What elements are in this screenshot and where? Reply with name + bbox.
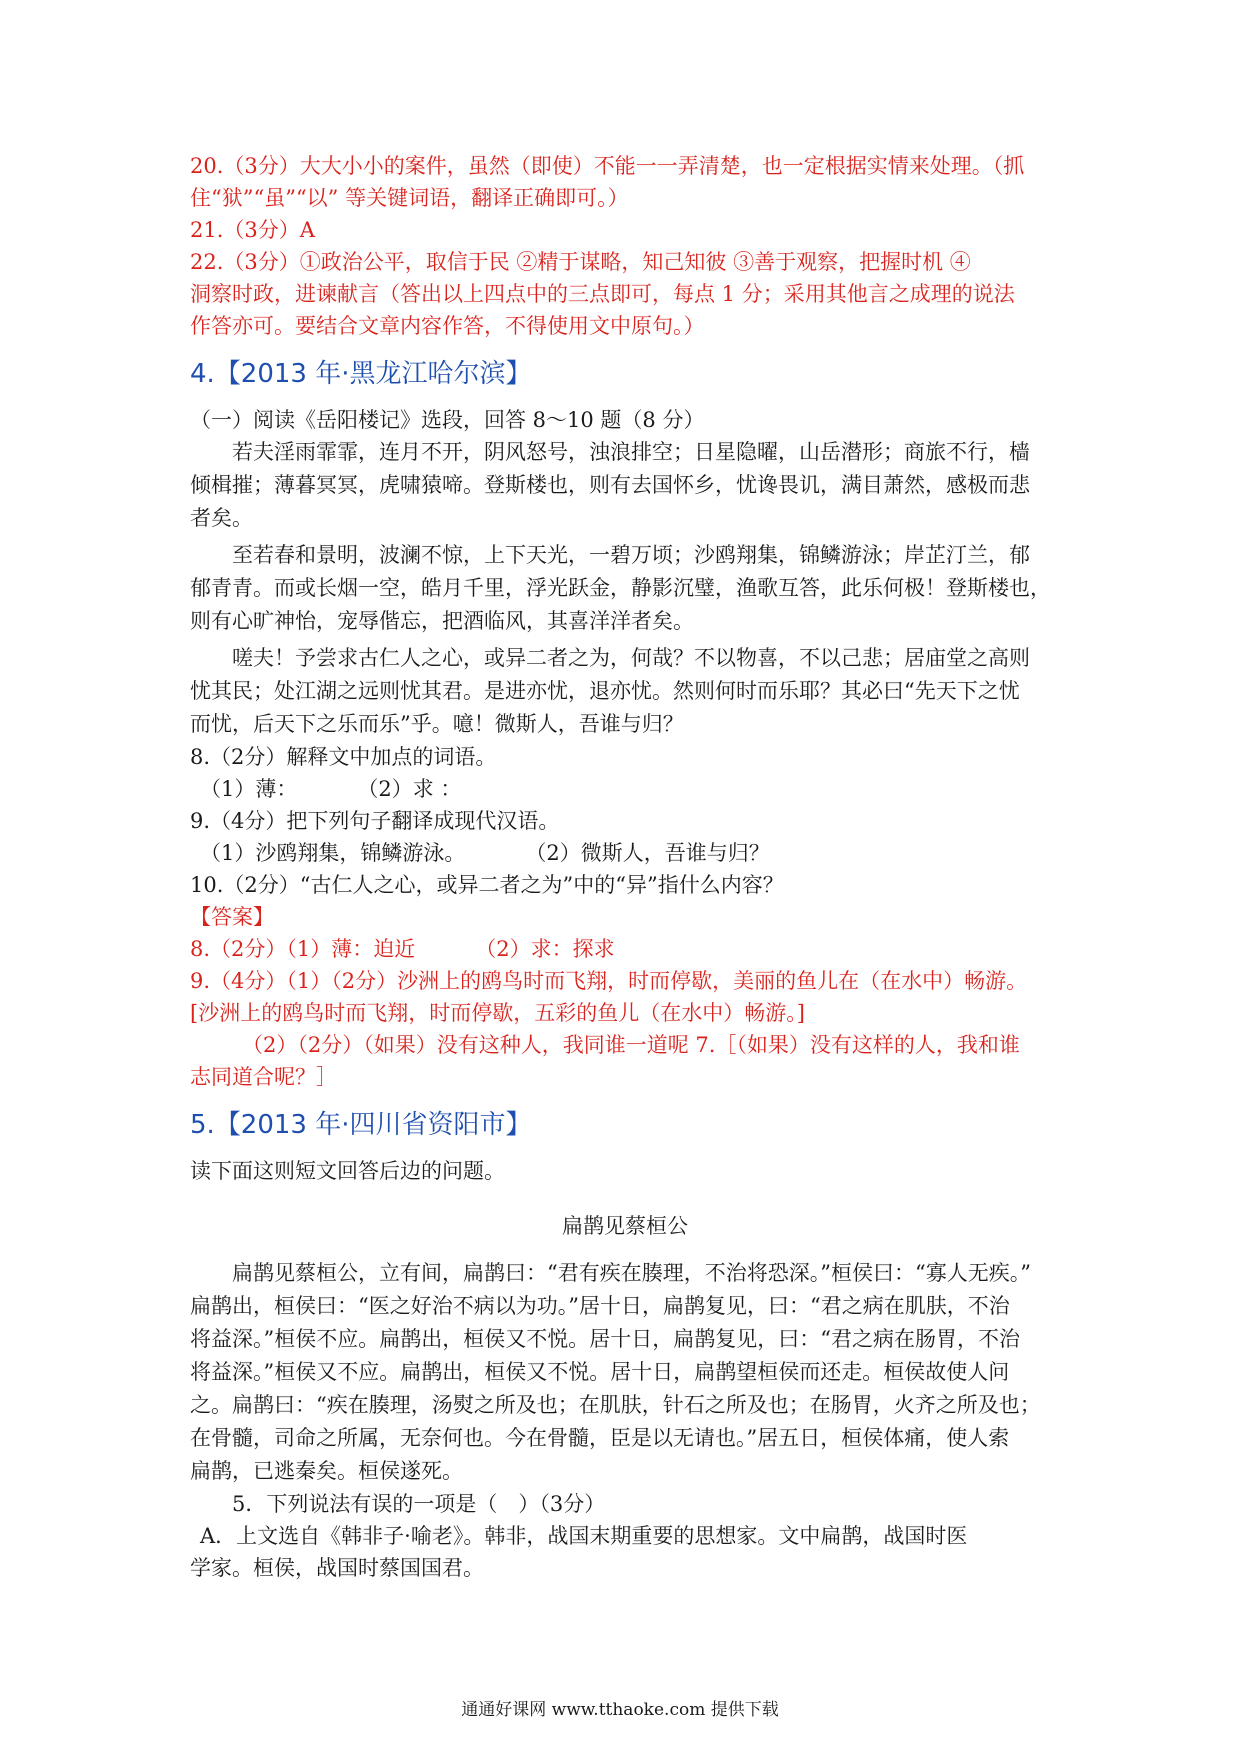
answer-q22-line3: 作答亦可。要结合文章内容作答，不得使用文中原句。） [190,314,705,338]
answer-q22-line2: 洞察时政，进谏献言（答出以上四点中的三点即可，每点 1 分；采用其他言之成理的说法 [190,282,1015,306]
question-5-option-a-line2: 学家。桓侯，战国时蔡国国君。 [190,1556,484,1580]
answer-q21: 21.（3分）A [190,218,315,242]
question-5: 5．下列说法有误的一项是（ ）（3分） [232,1492,606,1516]
passage-title: 扁鹊见蔡桓公 [562,1214,688,1238]
answer-8 [190,933,1060,965]
answer-8-item-2: （2）求：探求 [475,937,615,961]
document-page [190,150,1060,1584]
question-9-items [190,837,1060,869]
question-10: 10.（2分）“古仁人之心，或异二者之为”中的“异”指什么内容？ [190,873,784,897]
section-5-heading: 5.【2013 年·四川省资阳市】 [190,1110,532,1140]
passage-para1-line3: 者矣。 [190,506,253,530]
passage-line4: 将益深。”桓侯又不应。扁鹊出，桓侯又不悦。居十日，扁鹊望桓侯而还走。桓侯故使人问 [190,1360,1010,1384]
answer-label: 【答案】 [190,905,274,929]
answer-q22-line1: 22.（3分）①政治公平，取信于民 ②精于谋略，知己知彼 ③善于观察，把握时机 ④ [190,250,971,274]
passage-para1-line1: 若夫淫雨霏霏，连月不开，阴风怒号，浊浪排空；日星隐曜，山岳潜形；商旅不行，樯 [232,440,1030,464]
passage-para3-line3: 而忧，后天下之乐而乐”乎。噫！微斯人，吾谁与归？ [190,712,684,736]
section-4-intro: （一）阅读《岳阳楼记》选段，回答 8～10 题（8 分） [190,408,705,432]
answer-q20-line1: 20.（3分）大大小小的案件，虽然（即使）不能一一弄清楚，也一定根据实情来处理。（抓 [190,154,1025,178]
passage-line1: 扁鹊见蔡桓公，立有间，扁鹊曰：“君有疾在腠理，不治将恐深。”桓侯曰：“寡人无疾。” [232,1261,1031,1285]
page-footer: 通通好课网 www.tthaoke.com 提供下载 [461,1700,779,1720]
section-5-intro: 读下面这则短文回答后边的问题。 [190,1159,505,1183]
passage-line2: 扁鹊出，桓侯曰：“医之好治不病以为功。”居十日，扁鹊复见，曰：“君之病在肌肤，不治 [190,1294,1010,1318]
answer-9-line3: （2）（2分）（如果）没有这种人，我同谁一道呢 7.［（如果）没有这样的人，我和谁 [242,1033,1020,1057]
question-5-option-a-line1: A．上文选自《韩非子·喻老》。韩非，战国末期重要的思想家。文中扁鹊，战国时医 [200,1524,968,1548]
question-9-item-1: （1）沙鸥翔集，锦鳞游泳。 [200,841,466,865]
answer-9-line4: 志同道合呢？］ [190,1065,337,1089]
question-8-item-1: （1）薄： [200,777,298,801]
section-4-heading: 4.【2013 年·黑龙江哈尔滨】 [190,359,532,389]
question-8: 8.（2分）解释文中加点的词语。 [190,745,497,769]
answer-8-item-1: 8.（2分）（1）薄：迫近 [190,937,416,961]
passage-para2-line3: 则有心旷神怡，宠辱偕忘，把酒临风，其喜洋洋者矣。 [190,609,694,633]
question-8-items [190,773,1060,805]
passage-para2-line1: 至若春和景明，波澜不惊，上下天光，一碧万顷；沙鸥翔集，锦鳞游泳；岸芷汀兰，郁 [232,543,1030,567]
answer-q20-line2: 住“狱”“虽”“以” 等关键词语，翻译正确即可。） [190,186,629,210]
passage-para3-line2: 忧其民；处江湖之远则忧其君。是进亦忧，退亦忧。然则何时而乐耶？其必曰“先天下之忧 [190,679,1020,703]
passage-line3: 将益深。”桓侯不应。扁鹊出，桓侯又不悦。居十日，扁鹊复见，曰：“君之病在肠胃，不治 [190,1327,1020,1351]
passage-line6: 在骨髓，司命之所属，无奈何也。今在骨髓，臣是以无请也。”居五日，桓侯体痛，使人索 [190,1426,1010,1450]
passage-line7: 扁鹊，已逃秦矣。桓侯遂死。 [190,1459,463,1483]
question-9: 9.（4分）把下列句子翻译成现代汉语。 [190,809,560,833]
question-8-item-2: （2）求 ： [357,777,462,801]
passage-para1-line2: 倾楫摧；薄暮冥冥，虎啸猿啼。登斯楼也，则有去国怀乡，忧谗畏讥，满目萧然，感极而悲 [190,473,1030,497]
question-9-item-2: （2）微斯人，吾谁与归？ [525,841,770,865]
passage-line5: 之。扁鹊曰：“疾在腠理，汤熨之所及也；在肌肤，针石之所及也；在肠胃，火齐之所及也； [190,1393,1041,1417]
passage-para3-line1: 嗟夫！予尝求古仁人之心，或异二者之为，何哉？不以物喜，不以己悲；居庙堂之高则 [232,646,1030,670]
answer-9-line1: 9.（4分）（1）（2分）沙洲上的鸥鸟时而飞翔，时而停歇，美丽的鱼儿在（在水中）畅游。 [190,969,1028,993]
passage-para2-line2: 郁青青。而或长烟一空，皓月千里，浮光跃金，静影沉璧，渔歌互答，此乐何极！登斯楼也， [190,576,1051,600]
answer-9-line2: [沙洲上的鸥鸟时而飞翔，时而停歇，五彩的鱼儿（在水中）畅游。] [190,1001,805,1025]
